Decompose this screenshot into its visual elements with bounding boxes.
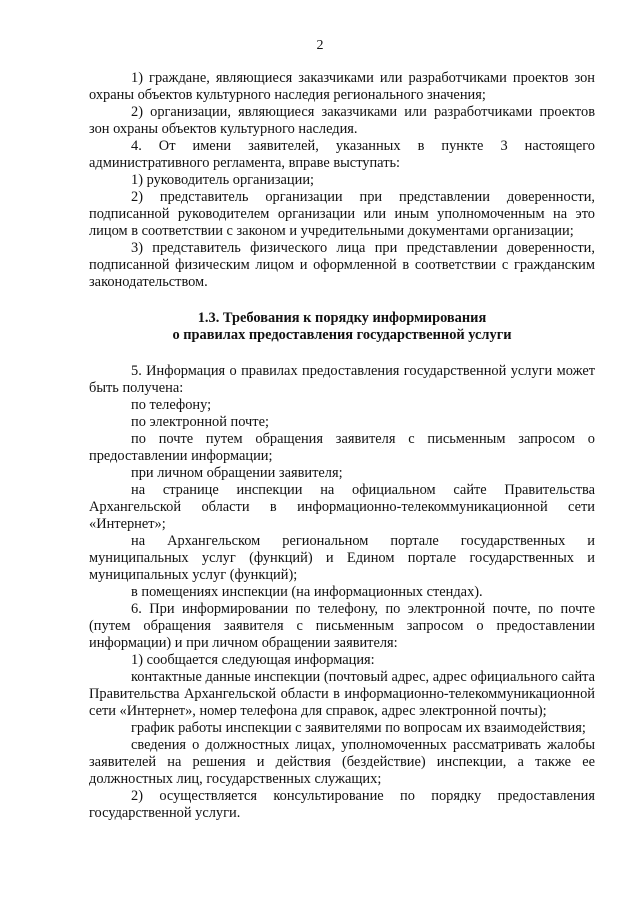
paragraph: 2) представитель организации при представлении доверенности, подписанной руководителем организации или иным уполномоченным на это лицом в соответствии с законом и учредительными документами организации; [89,189,595,239]
section-heading-line-1: 1.3. Требования к порядку информирования [197,310,487,326]
list-item: 1) сообщается следующая информация: [131,652,375,668]
list-item: график работы инспекции с заявителями по вопросам их взаимодействия; [131,720,586,736]
section-heading-line-2: о правилах предоставления государственной услуги [172,327,512,343]
list-item: на странице инспекции на официальном сайте Правительства Архангельской области в информационно-телекоммуникационной сети «Интернет»; [89,482,595,532]
paragraph: 1) руководитель организации; [131,172,315,188]
paragraph: 2) организации, являющиеся заказчиками или разработчиками проектов зон охраны объектов культурного наследия. [89,104,595,137]
list-item: 2) осуществляется консультирование по порядку предоставления государственной услуги. [89,788,595,821]
paragraph: 1) граждане, являющиеся заказчиками или разработчиками проектов зон охраны объектов культурного наследия регионального значения; [89,70,595,103]
list-item: контактные данные инспекции (почтовый адрес, адрес официального сайта Правительства Архангельской области в информационно-телекоммуникационной сети «Интернет», номер телефона для справок, адрес электронной почты); [89,669,595,719]
list-item: по телефону; [131,397,212,413]
paragraph: 5. Информация о правилах предоставления государственной услуги может быть получена: [89,363,595,396]
document-body [89,70,595,822]
page-number: 2 [316,38,324,53]
list-item: по электронной почте; [131,414,269,430]
list-item: на Архангельском региональном портале государственных и муниципальных услуг (функций) и Едином портале государственных и муниципальных услуг (функций); [89,533,595,583]
paragraph: 6. При информировании по телефону, по электронной почте, по почте (путем обращения заявителя с письменным запросом о предоставлении информации) и при личном обращении заявителя: [89,601,595,651]
paragraph: 3) представитель физического лица при представлении доверенности, подписанной физическим лицом и оформленной в соответствии с гражданским законодательством. [89,240,595,290]
paragraph: 4. От имени заявителей, указанных в пункте 3 настоящего административного регламента, вправе выступать: [89,138,595,171]
list-item: по почте путем обращения заявителя с письменным запросом о предоставлении информации; [89,431,595,464]
list-item: при личном обращении заявителя; [131,465,343,481]
list-item: в помещениях инспекции (на информационных стендах). [131,584,483,600]
list-item: сведения о должностных лицах, уполномоченных рассматривать жалобы заявителей на решения и действия (бездействие) инспекции, а также ее должностных лиц, государственных служащих; [89,737,595,787]
